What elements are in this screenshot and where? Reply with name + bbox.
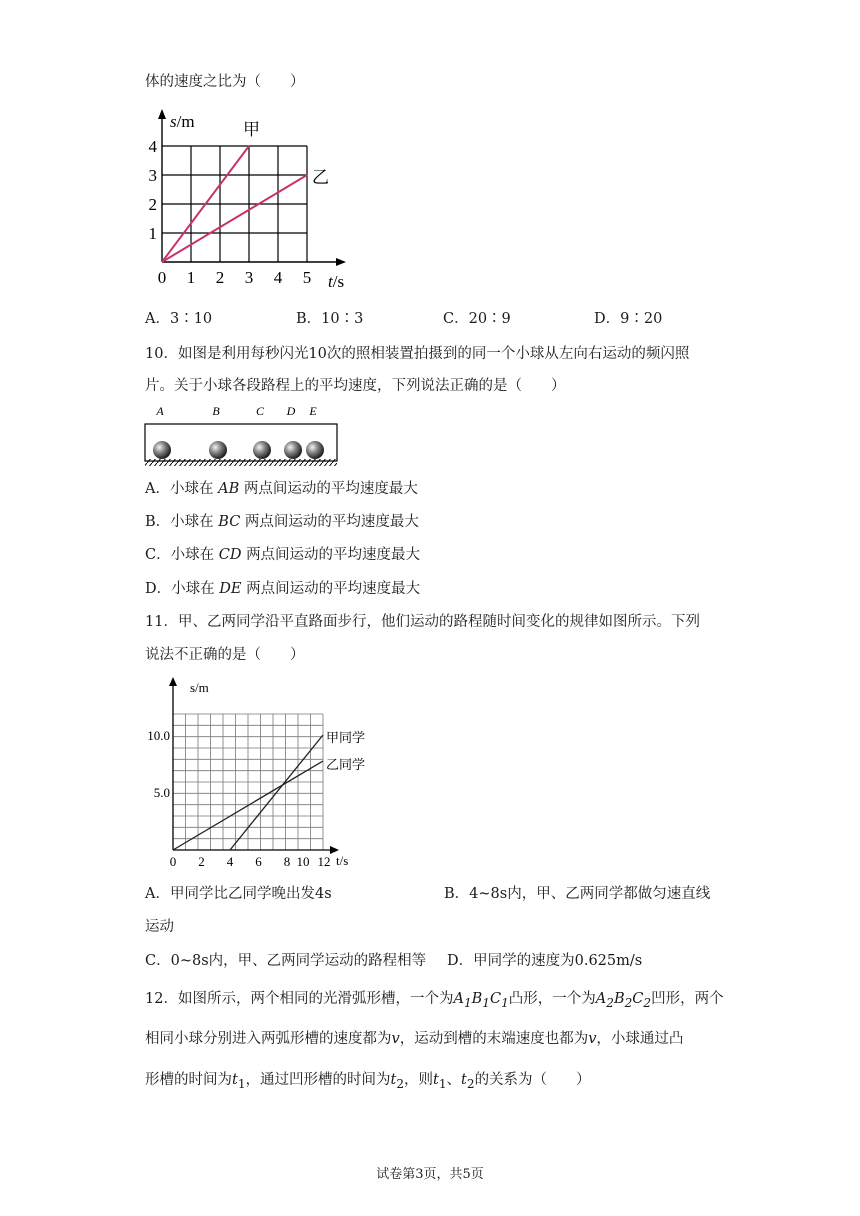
- q11-xtick: 12: [317, 854, 331, 869]
- q12-stem-line1: 12．如图所示，两个相同的光滑弧形槽，一个为$A_1B_1C_1$凸形，一个为$A_2B_2C_2$凹形，两个: [145, 991, 724, 1010]
- q10-stem-line1: 10．如图是利用每秒闪光10次的照相装置拍摄到的同一个小球从左向右运动的频闪照: [145, 346, 690, 362]
- q10-ball-e: [306, 441, 324, 459]
- q10-label-a: A: [156, 404, 164, 418]
- q9-y-arrow: [158, 109, 166, 119]
- q11-option-d: D．甲同学的速度为0.625m/s: [447, 953, 643, 969]
- q10-strobe-photo: [142, 403, 342, 469]
- q10-ball-c: [253, 441, 271, 459]
- q9-ylabel: s/m: [170, 112, 195, 131]
- q11-ytick: 10.0: [147, 728, 170, 743]
- q11-xtick: 2: [198, 854, 205, 869]
- q10-label-b: B: [212, 404, 220, 418]
- q9-ytick: 1: [148, 224, 157, 243]
- q11-series-yi: 乙同学: [326, 757, 366, 772]
- page-footer: 试卷第3页，共5页: [376, 1167, 484, 1182]
- q9-option-d: D．9∶20: [594, 311, 663, 327]
- q10-label-d: D: [286, 404, 296, 418]
- q11-xtick: 8: [283, 854, 291, 869]
- q11-option-b: B．4~8s内，甲、乙两同学都做匀速直线: [444, 886, 711, 902]
- q9-ytick: 2: [148, 195, 157, 214]
- q9-line-yi: [162, 175, 307, 262]
- q9-option-c: C．20∶9: [443, 311, 511, 327]
- q10-option-d: D．小球在 DE 两点间运动的平均速度最大: [145, 581, 421, 597]
- q10-label-c: C: [255, 404, 265, 418]
- q9-xtick: 4: [273, 268, 283, 287]
- q11-ylabel: s/m: [190, 680, 209, 695]
- q12-stem-line2: 相同小球分别进入两弧形槽的速度都为v，运动到槽的末端速度也都为v，小球通过凸: [145, 1031, 684, 1047]
- q10-option-c: C．小球在 CD 两点间运动的平均速度最大: [145, 547, 421, 563]
- q10-option-a: A．小球在 AB 两点间运动的平均速度最大: [145, 481, 418, 497]
- q11-series-jia: 甲同学: [326, 730, 366, 745]
- q9-xtick: 5: [302, 268, 312, 287]
- q10-label-e: E: [309, 404, 317, 418]
- q10-option-b: B．小球在 BC 两点间运动的平均速度最大: [145, 514, 419, 530]
- q11-ytick: 5.0: [153, 785, 170, 800]
- q11-stem-line1: 11．甲、乙两同学沿平直路面步行，他们运动的路程随时间变化的规律如图所示。下列: [145, 614, 700, 630]
- q9-xlabel: t/s: [328, 272, 345, 291]
- q9-option-b: B．10∶3: [296, 311, 364, 327]
- q12-stem-line3: 形槽的时间为$t_1$，通过凹形槽的时间为$t_2$，则$t_1$、$t_2$的关系为（ ）: [145, 1072, 591, 1091]
- q10-stem-line2: 片。关于小球各段路程上的平均速度，下列说法正确的是（ ）: [145, 378, 566, 394]
- q9-st-graph: [140, 105, 370, 295]
- q11-option-c: C．0~8s内，甲、乙两同学运动的路程相等: [145, 953, 427, 969]
- q9-grid: [162, 146, 307, 262]
- q10-ball-d: [284, 441, 302, 459]
- q9-x-arrow: [336, 258, 346, 266]
- q10-ball-b: [209, 441, 227, 459]
- q11-st-graph: [140, 674, 380, 874]
- q11-line-jia: [230, 735, 323, 850]
- q9-ytick: 3: [148, 166, 157, 185]
- q9-label-jia: 甲: [243, 120, 260, 139]
- q11-xtick: 10: [296, 854, 310, 869]
- q11-y-arrow: [169, 677, 177, 686]
- q10-ball-a: [153, 441, 171, 459]
- q11-xtick: 6: [255, 854, 262, 869]
- q11-option-a: A．甲同学比乙同学晚出发4s: [145, 886, 332, 902]
- q9-xtick: 2: [215, 268, 225, 287]
- q11-option-b-cont: 运动: [145, 919, 174, 935]
- q9-xtick: 3: [244, 268, 254, 287]
- q9-label-yi: 乙: [312, 168, 329, 187]
- q9-xtick: 1: [186, 268, 196, 287]
- q11-xtick: 0: [169, 854, 177, 869]
- q10-ground: [145, 459, 337, 466]
- q11-xtick: 4: [226, 854, 234, 869]
- q9-xtick: 0: [157, 268, 167, 287]
- q9-option-a: A．3∶10: [145, 311, 213, 327]
- q9-ytick: 4: [148, 137, 157, 156]
- q11-xlabel: t/s: [336, 853, 349, 868]
- q11-stem-line2: 说法不正确的是（ ）: [145, 647, 305, 663]
- q9-stem-tail: 体的速度之比为（ ）: [145, 74, 305, 90]
